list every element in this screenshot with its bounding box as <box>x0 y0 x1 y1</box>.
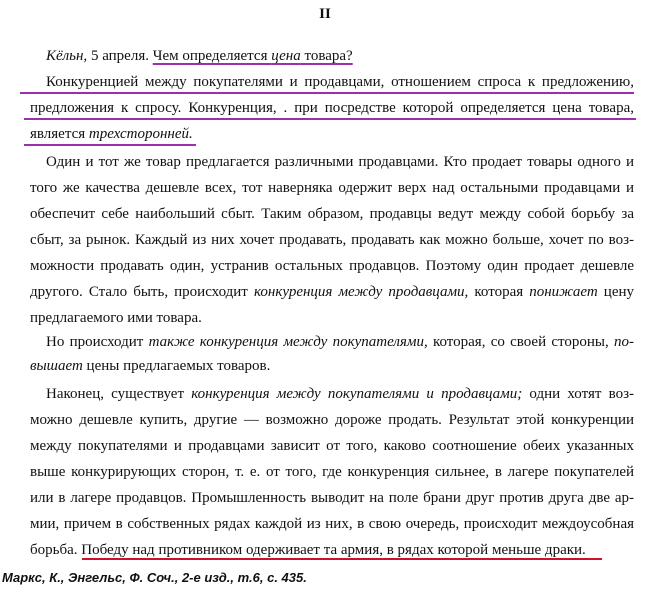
text: одни хотят воз- <box>522 386 634 402</box>
date: 5 апреля. <box>87 48 153 64</box>
purple-underline-1 <box>20 92 634 94</box>
question-emph: цена <box>271 48 301 64</box>
p5-line-6: мии, причем в собственных рядах каждой из них, в свою очередь, происходит междоусобная <box>30 516 634 532</box>
paragraph-question <box>30 46 634 66</box>
p5-line-5: или в лагере продавцов. Промышленность выводит на поле брани друг против друга две ар- <box>30 490 634 506</box>
p3-line-1: Один и тот же товар предлагается различными продавцами. Кто продает товары одного и <box>46 154 634 170</box>
source-citation: Маркс, К., Энгельс, Ф. Соч., 2-е изд., т.6, с. 435. <box>2 570 307 585</box>
text: другого. Стало быть, происходит <box>30 284 254 300</box>
p3-line-5: можности продавать один, устранив остальных продавцов. Поэтому один продает дешевле <box>30 258 634 274</box>
text: цену <box>597 284 635 300</box>
p3-line-7: предлагаемого ими товара. <box>30 310 202 326</box>
answer-emph: трехсторонней. <box>88 126 193 142</box>
question-part: Чем определяется <box>152 48 272 64</box>
text: Наконец, существует <box>46 386 192 402</box>
p3-line-2: того же качества дешевле всех, тот наверняка одержит верх над остальными продавцами и <box>30 180 634 196</box>
emph: по- <box>614 334 634 350</box>
p4-line-1 <box>30 332 634 352</box>
p4-line-2 <box>30 356 634 376</box>
answer-line-2: предложения к спросу. Конкуренция, . при посредстве которой определяется цена товара, <box>30 100 634 116</box>
p5-line-4: выше конкурирующих сторон, т. е. от того, где конкуренция сильнее, в лагере покупателей <box>30 464 634 480</box>
p3-line-3: обеспечит себе наибольший сбыт. Таким образом, продавцы ведут между собой борьбу за <box>30 206 634 222</box>
p5-line-1 <box>30 384 634 404</box>
p5-line-3: между покупателями и продавцами зависит от того, каково соотношение обеих указанных <box>30 438 634 454</box>
emph: также конкуренция между покупателями, <box>148 334 428 350</box>
emph: вышает <box>30 358 83 374</box>
section-heading: II <box>319 6 331 22</box>
question-part: товара? <box>300 48 353 64</box>
emph: конкуренция между покупателями и продавцами; <box>191 386 523 402</box>
text: борьба. <box>30 542 82 558</box>
place: Кёльн, <box>46 48 88 64</box>
red-underline <box>82 558 602 560</box>
p5-line-2: можно дешевле купить, другие — возможно дороже продать. Результат этой конкуренции <box>30 412 634 428</box>
purple-underline-3 <box>24 144 196 146</box>
emph: понижает <box>529 284 598 300</box>
purple-underline-2 <box>24 118 636 120</box>
answer-text: является <box>30 126 89 142</box>
answer-line-3 <box>30 124 634 144</box>
conclusion-highlight: Победу над противником одерживает та армия, в рядах которой меньше драки. <box>81 542 586 558</box>
text: цены предлагаемых товаров. <box>82 358 271 374</box>
text: которая <box>468 284 530 300</box>
text: которая, со своей стороны, <box>427 334 614 350</box>
p5-line-7 <box>30 540 634 560</box>
question-underlined <box>153 48 353 64</box>
p3-line-4: сбыт, за рынок. Каждый из них хочет продавать, продавать как можно больше, хочет по воз- <box>30 232 634 248</box>
emph: конкуренция между продавцами, <box>253 284 469 300</box>
text: Но происходит <box>46 334 149 350</box>
p3-line-6 <box>30 282 634 302</box>
answer-line-1: Конкуренцией между покупателями и продавцами, отношением спроса к предложению, <box>46 74 634 90</box>
